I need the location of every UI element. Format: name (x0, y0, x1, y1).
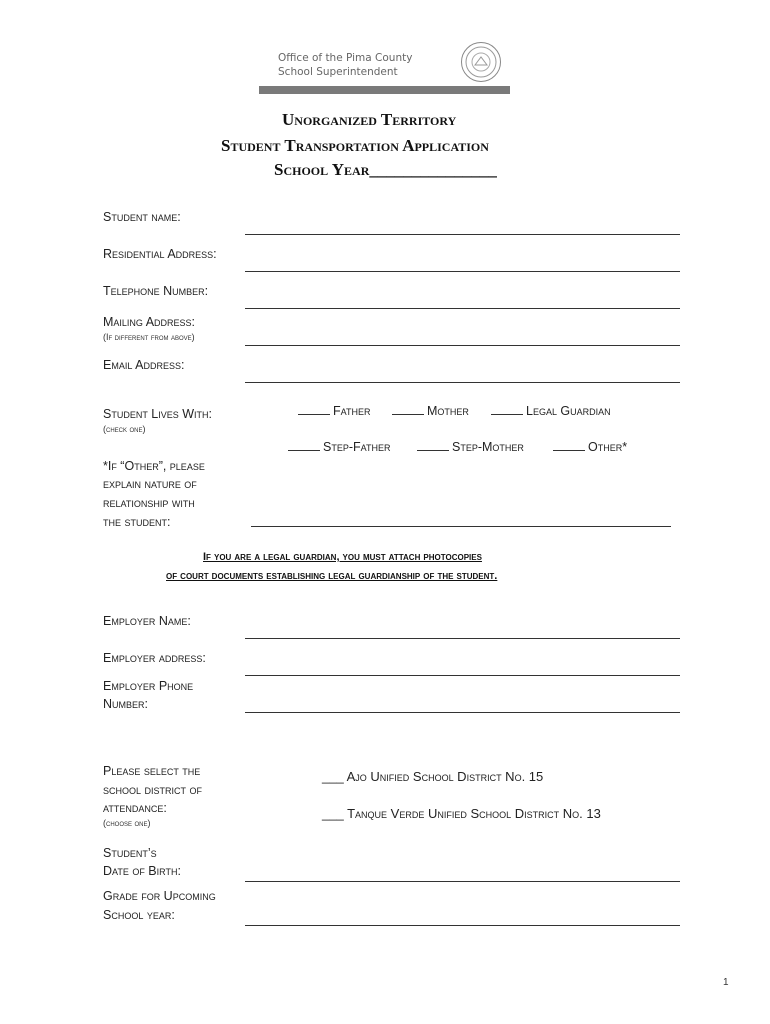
telephone-field[interactable] (245, 308, 680, 309)
grade-label-line1: Grade for Upcoming (103, 889, 216, 903)
step-mother-blank[interactable] (417, 440, 449, 451)
residential-address-label: Residential Address: (103, 247, 217, 261)
email-field[interactable] (245, 382, 680, 383)
residential-address-field[interactable] (245, 271, 680, 272)
option-step-father[interactable] (288, 440, 390, 454)
other-explain-line4: the student: (103, 515, 171, 529)
option-other[interactable] (553, 440, 627, 454)
grade-label-line2: School year: (103, 908, 175, 922)
page-number: 1 (723, 977, 729, 988)
district-option-ajo[interactable] (322, 769, 543, 784)
grade-field[interactable] (245, 925, 680, 926)
ajo-blank[interactable]: ___ (322, 769, 344, 784)
tanque-verde-blank[interactable]: ___ (322, 806, 344, 821)
legal-guardian-blank[interactable] (491, 404, 523, 415)
father-blank[interactable] (298, 404, 330, 415)
student-name-field[interactable] (245, 234, 680, 235)
employer-phone-label-line2: Number: (103, 697, 149, 711)
employer-address-field[interactable] (245, 675, 680, 676)
form-title-line2: Student Transportation Application (221, 136, 489, 155)
student-name-label: Student name: (103, 210, 181, 224)
other-explain-line3: relationship with (103, 496, 195, 510)
dob-label-line1: Student’s (103, 846, 157, 860)
option-legal-guardian[interactable] (491, 404, 611, 418)
option-step-father-label: Step-Father (323, 440, 391, 454)
district-label-line2: school district of (103, 783, 202, 797)
header-bar (259, 86, 510, 94)
dob-label-line2: Date of Birth: (103, 864, 181, 878)
form-title-school-year: School Year_______________ (274, 160, 497, 179)
guardian-notice-line1: If you are a legal guardian, you must attach photocopies (203, 551, 482, 563)
option-mother[interactable] (392, 404, 469, 418)
dob-field[interactable] (245, 881, 680, 882)
telephone-label: Telephone Number: (103, 284, 209, 298)
employer-phone-field[interactable] (245, 712, 680, 713)
office-name-line1: Office of the Pima County (278, 52, 413, 64)
district-option-tanque-verde-label: Tanque Verde Unified School District No. 13 (347, 806, 601, 821)
email-label: Email Address: (103, 358, 185, 372)
option-legal-guardian-label: Legal Guardian (526, 404, 611, 418)
employer-address-label: Employer address: (103, 651, 206, 665)
mailing-address-note: (If different from above) (103, 332, 195, 342)
option-father-label: Father (333, 404, 371, 418)
other-explain-field[interactable] (251, 526, 671, 527)
mailing-address-label: Mailing Address: (103, 315, 196, 329)
lives-with-label: Student Lives With: (103, 407, 213, 421)
mailing-address-field[interactable] (245, 345, 680, 346)
option-mother-label: Mother (427, 404, 469, 418)
form-title-line1: Unorganized Territory (282, 110, 457, 129)
lives-with-note: (check one) (103, 424, 146, 434)
employer-name-field[interactable] (245, 638, 680, 639)
option-father[interactable] (298, 404, 370, 418)
option-step-mother-label: Step-Mother (452, 440, 524, 454)
employer-phone-label-line1: Employer Phone (103, 679, 194, 693)
option-step-mother[interactable] (417, 440, 524, 454)
district-option-tanque-verde[interactable] (322, 806, 601, 821)
employer-name-label: Employer Name: (103, 614, 191, 628)
option-other-label: Other* (588, 440, 628, 454)
other-blank[interactable] (553, 440, 585, 451)
district-option-ajo-label: Ajo Unified School District No. 15 (346, 769, 544, 784)
district-note: (choose one) (103, 818, 151, 828)
other-explain-line2: explain nature of (103, 477, 197, 491)
district-label-line3: attendance: (103, 801, 167, 815)
step-father-blank[interactable] (288, 440, 320, 451)
office-name-line2: School Superintendent (278, 66, 398, 78)
guardian-notice-line2: of court documents establishing legal guardianship of the student. (166, 570, 498, 582)
district-label-line1: Please select the (103, 764, 201, 778)
other-explain-line1: *If “Other”, please (103, 459, 205, 473)
mother-blank[interactable] (392, 404, 424, 415)
county-seal-icon (461, 42, 501, 82)
